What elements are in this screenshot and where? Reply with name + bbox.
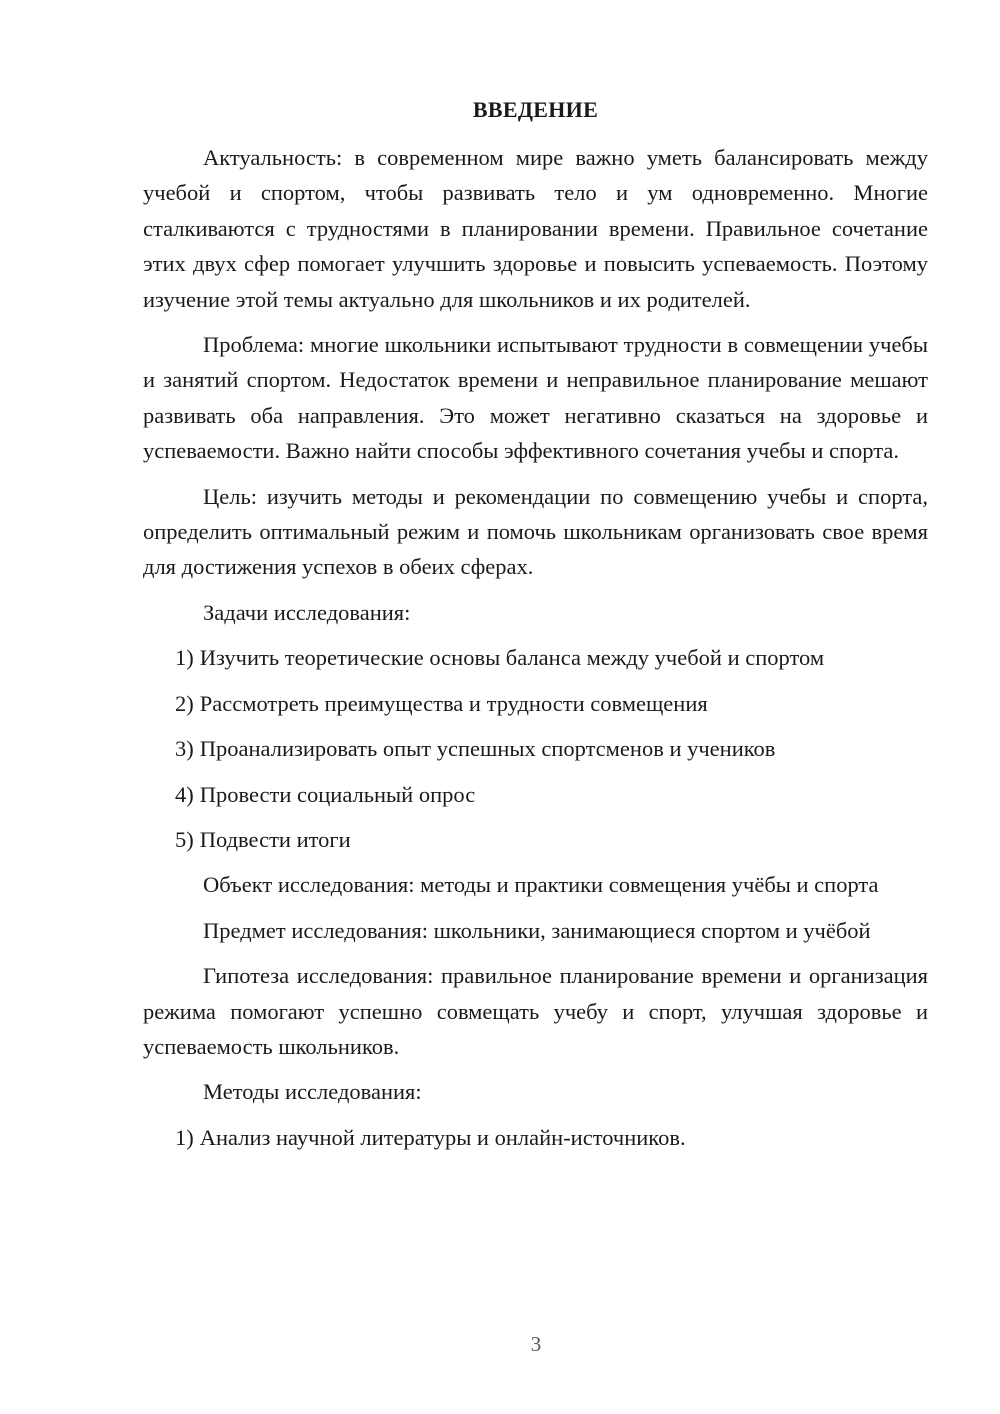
tasks-heading: Задачи исследования:: [203, 599, 411, 625]
list-item-text: Подвести итоги: [199, 826, 351, 852]
problem-paragraph: Проблема: многие школьники испытывают трудности в совмещении учебы и занятий спортом. Недостаток времени и неправильное планирование мешают развивать оба направления. Это может негативно сказаться на здоровье и успеваемости. Важно найти способы эффективного сочетания учебы и спорта.: [143, 332, 928, 464]
list-item-text: Рассмотреть преимущества и трудности совмещения: [199, 690, 708, 716]
page-number: 3: [530, 1332, 542, 1356]
section-title: ВВЕДЕНИЕ: [472, 97, 599, 122]
list-item-text: Изучить теоретические основы баланса между учебой и спортом: [199, 645, 825, 671]
list-item: [143, 731, 928, 766]
object-paragraph: Объект исследования: методы и практики совмещения учёбы и спорта: [203, 872, 879, 898]
list-item-number: 3): [175, 736, 194, 762]
hypothesis-paragraph: Гипотеза исследования: правильное планирование времени и организация режима помогают успешно совмещать учебу и спорт, улучшая здоровье и успеваемость школьников.: [143, 963, 928, 1059]
list-item-number: 4): [175, 781, 194, 807]
subject-paragraph: Предмет исследования: школьники, занимающиеся спортом и учёбой: [203, 917, 871, 943]
list-item-number: 1): [175, 1124, 194, 1150]
list-item-text: Анализ научной литературы и онлайн-источников.: [199, 1124, 686, 1150]
list-item: [143, 822, 928, 857]
list-item: [143, 777, 928, 812]
list-item: [143, 640, 928, 675]
goal-paragraph: Цель: изучить методы и рекомендации по совмещению учебы и спорта, определить оптимальный режим и помочь школьникам организовать свое время для достижения успехов в обеих сферах.: [143, 483, 928, 580]
list-item-number: 2): [175, 690, 194, 716]
list-item-text: Проанализировать опыт успешных спортсменов и учеников: [199, 736, 776, 762]
list-item: [143, 1120, 928, 1155]
document-page: [143, 92, 928, 1155]
methods-heading: Методы исследования:: [203, 1079, 422, 1105]
list-item-number: 5): [175, 826, 194, 852]
relevance-paragraph: Актуальность: в современном мире важно уметь балансировать между учебой и спортом, чтобы развивать тело и ум одновременно. Многие сталкиваются с трудностями в планировании времени. Правильное сочетание этих двух сфер помогает улучшить здоровье и повысить успеваемость. Поэтому изучение этой темы актуально для школьников и их родителей.: [143, 145, 928, 312]
list-item: [143, 686, 928, 721]
list-item-text: Провести социальный опрос: [199, 781, 476, 807]
list-item-number: 1): [175, 645, 194, 671]
